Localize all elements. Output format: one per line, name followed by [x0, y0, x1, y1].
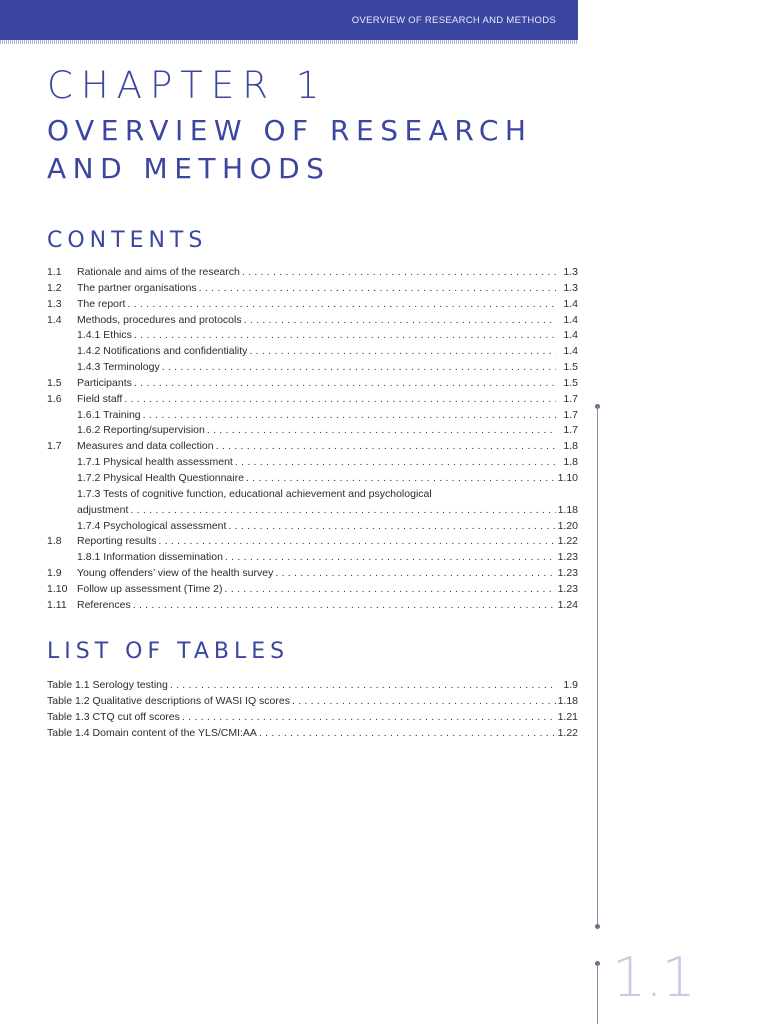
contents-heading: CONTENTS — [47, 228, 208, 253]
table-list-row — [47, 678, 578, 694]
table-page-number: 1.21 — [557, 710, 578, 723]
toc-page-number: 1.3 — [563, 281, 578, 294]
toc-row — [47, 503, 578, 519]
toc-row — [47, 487, 578, 503]
toc-label: Measures and data collection — [77, 440, 214, 453]
toc-label: Young offenders’ view of the health survey — [77, 567, 274, 580]
toc-label: References — [77, 598, 131, 611]
toc-number: 1.6 — [47, 392, 62, 405]
toc-number: 1.8 — [47, 535, 62, 548]
toc-entry — [77, 423, 578, 439]
chapter-title: OVERVIEW OF RESEARCH AND METHODS — [47, 114, 533, 185]
toc-entry — [77, 392, 578, 408]
toc-row — [47, 281, 578, 297]
toc-row — [47, 439, 578, 455]
toc-number: 1.2 — [47, 281, 62, 294]
toc-entry — [77, 313, 578, 329]
toc-row — [47, 519, 578, 535]
page-number-rule — [597, 964, 598, 1024]
toc-entry — [77, 550, 578, 566]
table-list-row — [47, 694, 578, 710]
margin-rule — [597, 406, 598, 926]
toc-row — [47, 408, 578, 424]
toc-page-number: 1.4 — [563, 329, 578, 342]
toc-row — [47, 598, 578, 614]
toc-row — [47, 360, 578, 376]
list-of-tables-heading: LIST OF TABLES — [47, 639, 290, 664]
dot-leader — [235, 455, 556, 471]
toc-number: 1.10 — [47, 582, 68, 595]
toc-row — [47, 392, 578, 408]
toc-label: Follow up assessment (Time 2) — [77, 582, 223, 595]
toc-page-number: 1.4 — [563, 345, 578, 358]
dot-leader — [124, 392, 556, 408]
toc-entry — [77, 297, 578, 313]
dot-leader — [158, 534, 555, 550]
dot-leader — [225, 582, 556, 598]
table-label: Table 1.4 Domain content of the YLS/CMI:AA — [47, 726, 257, 739]
toc-entry — [77, 519, 578, 535]
toc-label: adjustment — [77, 503, 129, 516]
toc-label: 1.7.4 Psychological assessment — [77, 519, 227, 532]
dot-leader — [259, 726, 556, 742]
toc-label: 1.6.1 Training — [77, 408, 141, 421]
toc-number: 1.11 — [47, 598, 67, 611]
dot-leader — [143, 408, 556, 424]
toc-number: 1.4 — [47, 313, 62, 326]
toc-number: 1.1 — [47, 266, 62, 278]
table-entry — [47, 726, 578, 742]
toc-label: 1.4.3 Terminology — [77, 361, 160, 374]
toc-row — [47, 265, 578, 281]
dot-leader — [275, 566, 555, 582]
toc-label: 1.6.2 Reporting/supervision — [77, 424, 205, 437]
running-title: OVERVIEW OF RESEARCH AND METHODS — [351, 15, 556, 26]
dot-leader — [216, 439, 556, 455]
toc-row — [47, 297, 578, 313]
toc-page-number: 1.10 — [557, 471, 578, 484]
toc-row — [47, 566, 578, 582]
toc-page-number: 1.7 — [563, 424, 578, 437]
toc-entry — [77, 360, 578, 376]
toc-entry — [77, 534, 578, 550]
toc-entry — [77, 376, 578, 392]
toc-entry — [77, 503, 578, 519]
toc-number: 1.5 — [47, 376, 62, 389]
toc-page-number: 1.7 — [563, 392, 578, 405]
table-entry — [47, 678, 578, 694]
table-label: Table 1.2 Qualitative descriptions of WASI IQ scores — [47, 694, 290, 707]
dot-leader — [130, 503, 555, 519]
toc-label: Participants — [77, 376, 132, 389]
toc-entry — [77, 281, 578, 297]
header-rule — [0, 40, 578, 44]
dot-leader — [228, 519, 555, 535]
toc-row — [47, 344, 578, 360]
toc-label: 1.4.1 Ethics — [77, 329, 132, 342]
dot-leader — [246, 471, 556, 487]
toc-page-number: 1.8 — [563, 440, 578, 453]
toc-label: 1.7.1 Physical health assessment — [77, 456, 233, 469]
table-entry — [47, 710, 578, 726]
toc-page-number: 1.7 — [563, 408, 578, 421]
toc-entry — [77, 471, 578, 487]
toc-label: The partner organisations — [77, 281, 197, 294]
dot-leader — [162, 360, 556, 376]
toc-number: 1.9 — [47, 567, 62, 580]
toc-entry — [77, 408, 578, 424]
toc-label: Reporting results — [77, 535, 157, 548]
header-bar — [0, 0, 578, 40]
dot-leader — [182, 710, 556, 726]
table-label: Table 1.1 Serology testing — [47, 679, 168, 691]
page-number: 1.1 — [612, 946, 695, 1009]
toc-entry — [77, 265, 578, 281]
toc-entry — [77, 566, 578, 582]
toc-label: Methods, procedures and protocols — [77, 313, 242, 326]
dot-leader — [242, 265, 556, 281]
toc-row — [47, 471, 578, 487]
dot-leader — [127, 297, 556, 313]
dot-leader — [207, 423, 556, 439]
toc-entry — [77, 439, 578, 455]
toc-entry — [77, 344, 578, 360]
toc-page-number: 1.8 — [563, 456, 578, 469]
toc-row — [47, 582, 578, 598]
dot-leader — [134, 376, 556, 392]
toc-page-number: 1.4 — [563, 297, 578, 310]
toc-row — [47, 376, 578, 392]
margin-dot-bottom — [595, 924, 600, 929]
toc-row — [47, 313, 578, 329]
table-label: Table 1.3 CTQ cut off scores — [47, 710, 180, 723]
toc-page-number: 1.3 — [563, 266, 578, 278]
toc-label: 1.8.1 Information dissemination — [77, 551, 223, 564]
toc-number: 1.3 — [47, 297, 62, 310]
toc-page-number: 1.23 — [557, 582, 578, 595]
toc-entry — [77, 582, 578, 598]
toc-row — [47, 455, 578, 471]
toc-label: The report — [77, 297, 126, 310]
dot-leader — [225, 550, 556, 566]
table-page-number: 1.18 — [557, 694, 578, 707]
dot-leader — [134, 328, 556, 344]
toc-label: 1.7.2 Physical Health Questionnaire — [77, 471, 244, 484]
toc-entry — [77, 598, 578, 614]
dot-leader — [244, 313, 556, 329]
toc-entry — [77, 455, 578, 471]
dot-leader — [249, 344, 556, 360]
toc-row — [47, 423, 578, 439]
table-list-row — [47, 726, 578, 742]
toc-page-number: 1.5 — [563, 376, 578, 389]
toc-page-number: 1.23 — [557, 567, 578, 580]
table-entry — [47, 694, 578, 710]
table-page-number: 1.9 — [563, 679, 578, 691]
toc-page-number: 1.5 — [563, 361, 578, 374]
toc-page-number: 1.22 — [557, 535, 578, 548]
chapter-label: CHAPTER 1 — [47, 64, 328, 107]
toc-page-number: 1.23 — [557, 551, 578, 564]
toc-label: 1.4.2 Notifications and confidentiality — [77, 345, 248, 358]
toc-number: 1.7 — [47, 440, 62, 453]
toc-row — [47, 550, 578, 566]
toc-row — [47, 534, 578, 550]
contents-list — [47, 265, 578, 614]
toc-entry — [77, 328, 578, 344]
table-list-row — [47, 710, 578, 726]
toc-page-number: 1.20 — [557, 519, 578, 532]
table-page-number: 1.22 — [557, 726, 578, 739]
dot-leader — [133, 598, 556, 614]
dot-leader — [199, 281, 556, 297]
dot-leader — [292, 694, 556, 710]
dot-leader — [170, 678, 556, 694]
toc-page-number: 1.24 — [557, 598, 578, 611]
toc-page-number: 1.18 — [557, 503, 578, 516]
toc-entry — [77, 487, 578, 503]
toc-row — [47, 328, 578, 344]
tables-list — [47, 678, 578, 741]
toc-page-number: 1.4 — [563, 313, 578, 326]
toc-label: 1.7.3 Tests of cognitive function, educational achievement and psychological — [77, 487, 432, 500]
toc-label: Field staff — [77, 392, 123, 405]
toc-label: Rationale and aims of the research — [77, 266, 240, 278]
